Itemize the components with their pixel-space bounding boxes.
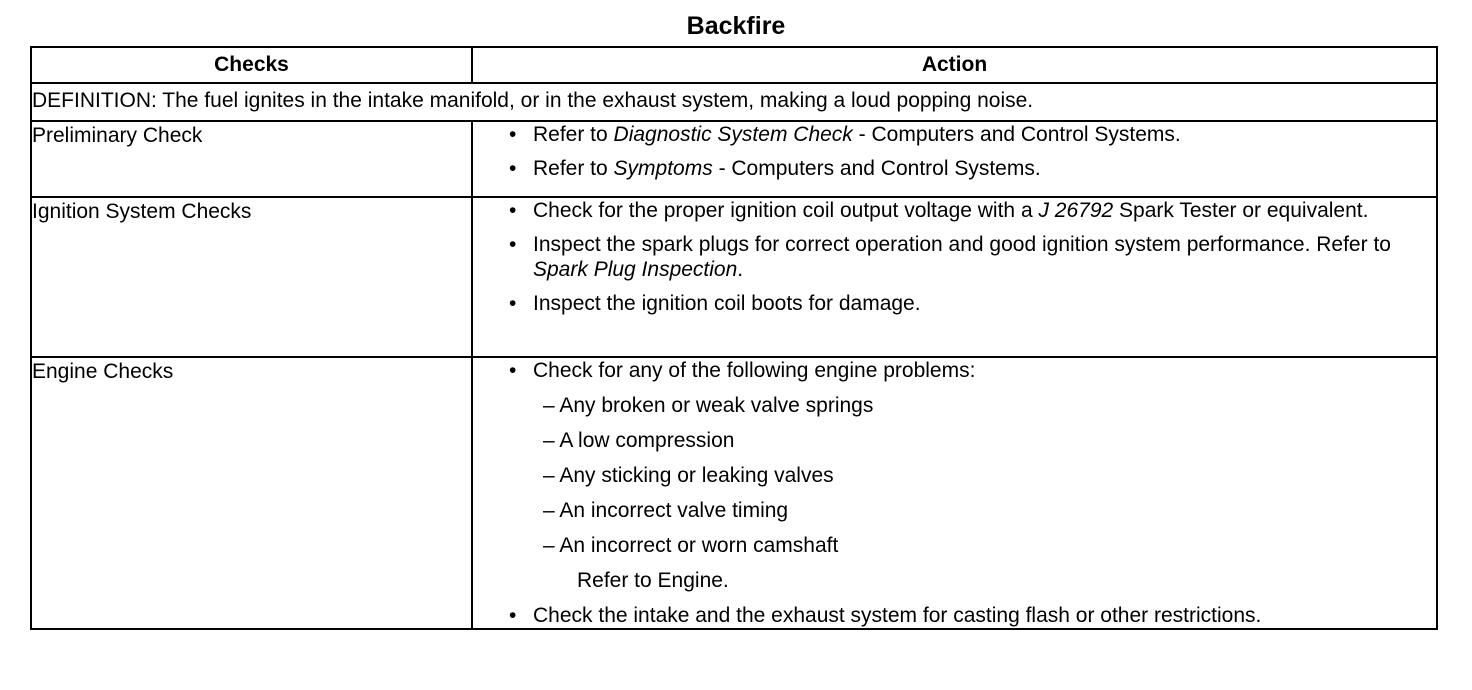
definition-text: DEFINITION: The fuel ignites in the intake manifold, or in the exhaust system, making a loud popping noise. <box>31 83 1437 121</box>
action-item: • Refer to Diagnostic System Check - Computers and Control Systems. <box>509 123 1181 146</box>
bullet-icon: • <box>509 233 517 256</box>
action-item: • Inspect the ignition coil boots for damage. <box>509 292 921 315</box>
header-checks: Checks <box>31 47 472 83</box>
list-item: – A low compression <box>543 429 735 452</box>
action-item: • Check for the proper ignition coil output voltage with a J 26792 Spark Tester or equivalent. <box>509 199 1369 222</box>
bullet-icon: • <box>509 199 517 222</box>
action-item: • Inspect the spark plugs for correct operation and good ignition system performance. Refer to Spark Plug Inspection. <box>509 233 1397 281</box>
list-item: – Any sticking or leaking valves <box>543 464 834 487</box>
header-action: Action <box>472 47 1437 83</box>
bullet-icon: • <box>509 123 517 146</box>
bullet-icon: • <box>509 157 517 180</box>
check-name: Engine Checks <box>31 357 472 629</box>
list-item: – An incorrect or worn camshaft <box>543 534 839 557</box>
list-item: – An incorrect valve timing <box>543 499 789 522</box>
page-title: Backfire <box>686 12 786 40</box>
engine-problem-list <box>533 393 1436 558</box>
list-item: – Any broken or weak valve springs <box>543 394 874 417</box>
bullet-icon: • <box>509 292 517 315</box>
action-item: • Check the intake and the exhaust system for casting flash or other restrictions. <box>509 604 1262 627</box>
action-cell <box>472 357 1437 629</box>
table-row <box>31 197 1437 357</box>
table-row <box>31 121 1437 197</box>
checks-table <box>30 46 1438 630</box>
bullet-icon: • <box>509 359 517 382</box>
action-cell <box>472 197 1437 357</box>
check-name: Preliminary Check <box>31 121 472 197</box>
action-item: • Refer to Symptoms - Computers and Control Systems. <box>509 157 1041 180</box>
header-row <box>31 47 1437 83</box>
action-cell <box>472 121 1437 197</box>
action-item: • Check for any of the following engine problems: – Any broken or weak valve springs – A low compression – Any sticking or leaking valves – An incorrect valve timing – An incorrect or worn camshaft Refer to Engine. <box>509 358 1436 593</box>
check-name: Ignition System Checks <box>31 197 472 357</box>
bullet-icon: • <box>509 604 517 627</box>
table-row <box>31 357 1437 629</box>
refer-note: Refer to Engine. <box>577 569 729 592</box>
definition-row <box>31 83 1437 121</box>
